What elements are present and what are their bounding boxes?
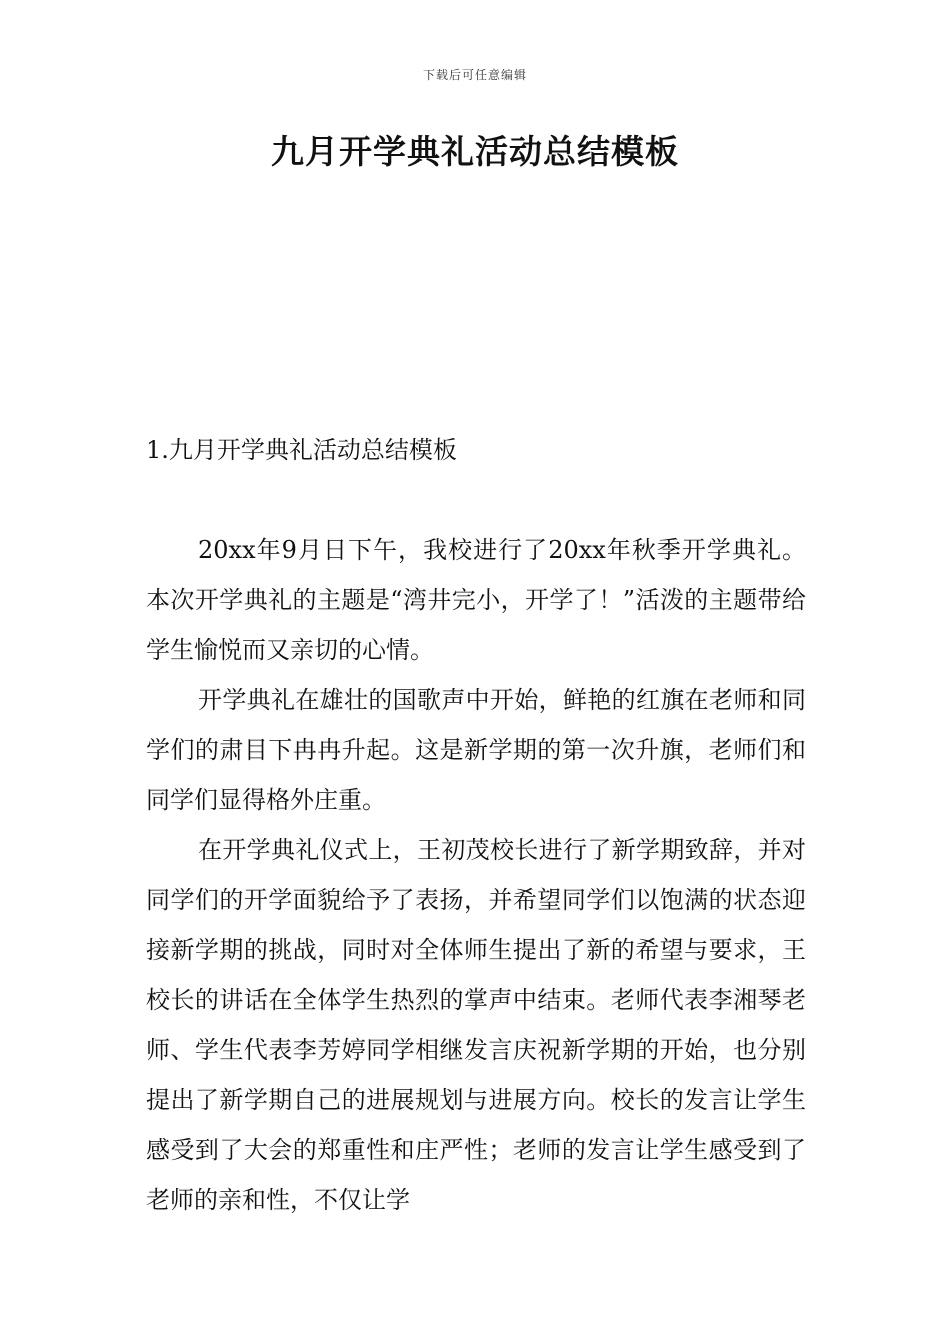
paragraph-3: 在开学典礼仪式上，王初茂校长进行了新学期致辞，并对同学们的开学面貌给予了表扬，并希望同学们以饱满的状态迎接新学期的挑战，同时对全体师生提出了新的希望与要求，王校长的讲话在全体学生热烈的掌声中结束。老师代表李湘琴老师、学生代表李芳婷同学相继发言庆祝新学期的开始，也分别提出了新学期自己的进展规划与进展方向。校长的发言让学生感受到了大会的郑重性和庄严性；老师的发言让学生感受到了老师的亲和性，不仅让学 <box>146 836 806 1214</box>
header-note: 下载后可任意编辑 <box>422 68 527 82</box>
document-body <box>146 525 806 1225</box>
document-title: 九月开学典礼活动总结模板 <box>271 132 679 171</box>
paragraph-1: 20xx年9月日下午，我校进行了20xx年秋季开学典礼。本次开学典礼的主题是“湾井完小，开学了！”活泼的主题带给学生愉悦而又亲切的心情。 <box>146 536 806 664</box>
paragraph-2: 开学典礼在雄壮的国歌声中开始，鲜艳的红旗在老师和同学们的肃目下冉冉升起。这是新学期的第一次升旗，老师们和同学们显得格外庄重。 <box>146 686 806 814</box>
section-heading: 1.九月开学典礼活动总结模板 <box>146 436 457 464</box>
